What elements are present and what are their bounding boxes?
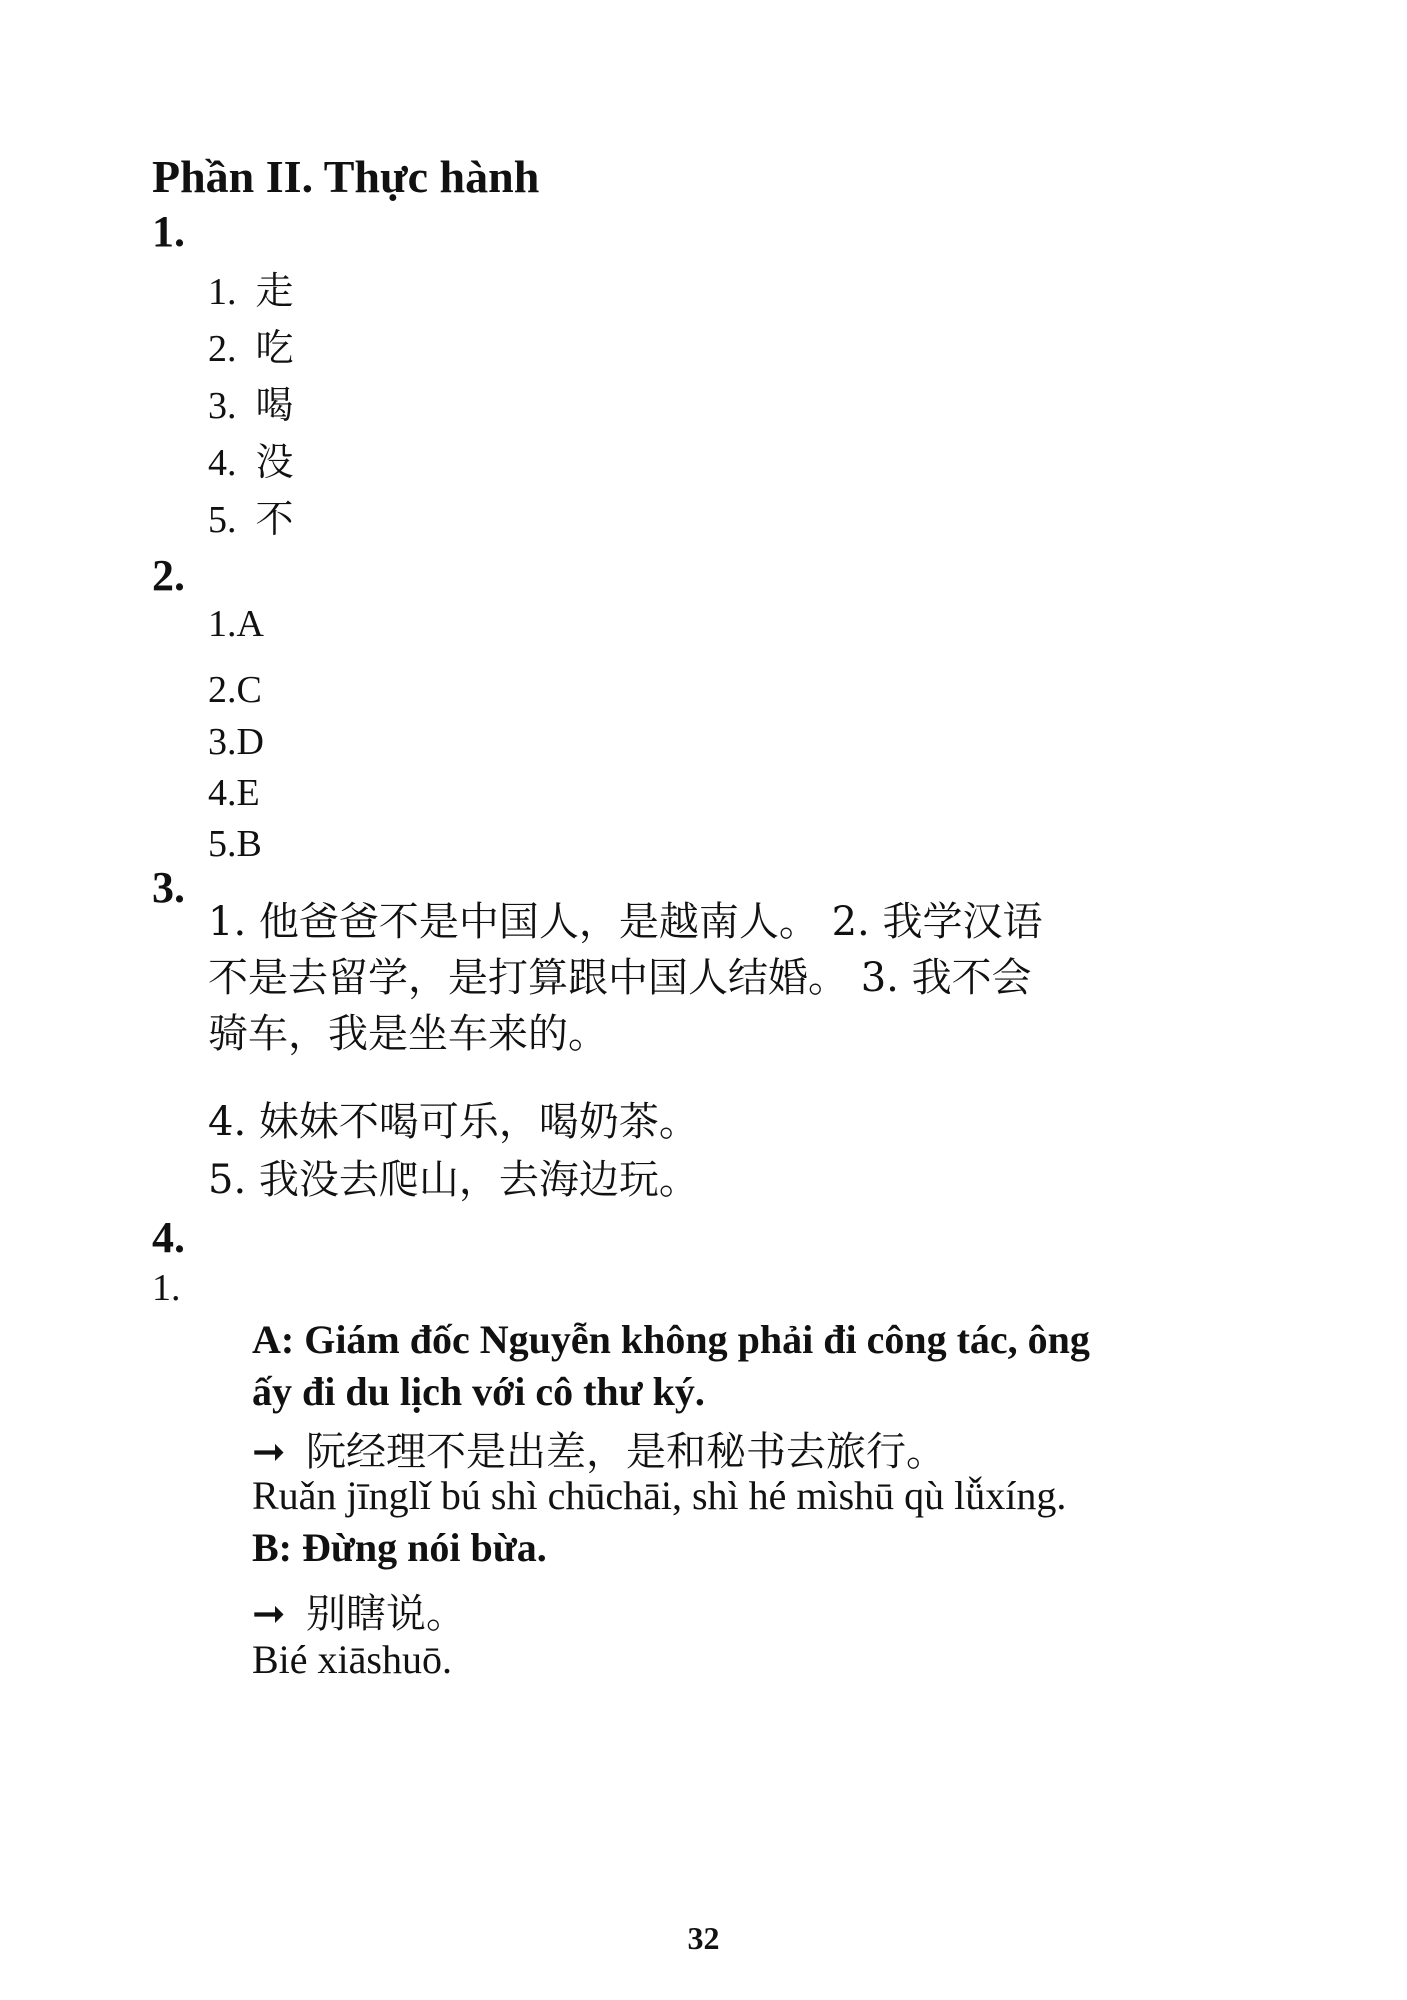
dialogue-a-line: ấy đi du lịch với cô thư ký. xyxy=(252,1369,705,1414)
subsection-number: 1. xyxy=(152,1267,181,1309)
list-item xyxy=(208,260,294,315)
item-text: 没 xyxy=(255,440,294,484)
item-number: 2. xyxy=(208,328,237,370)
sentence-line: 5. 我没去爬山，去海边玩。 xyxy=(208,1157,699,1203)
pinyin-line: Ruǎn jīnglǐ bú shì chūchāi, shì hé mìshū qù lǚxíng. xyxy=(252,1473,1067,1518)
dialogue-a-line: A: Giám đốc Nguyễn không phải đi công tác, ông xyxy=(252,1317,1090,1362)
translation-line xyxy=(252,1420,946,1477)
item-text: 吃 xyxy=(255,326,294,370)
sentence-line: 4. 妹妹不喝可乐，喝奶茶。 xyxy=(208,1099,699,1145)
page-number: 32 xyxy=(687,1920,720,1956)
list-item: 2.C xyxy=(208,669,262,711)
sentence-line: 不是去留学，是打算跟中国人结婚。 3. 我不会 xyxy=(208,955,1032,1001)
page-title: Phần II. Thực hành xyxy=(152,151,540,202)
pinyin-line: Bié xiāshuō. xyxy=(252,1637,452,1682)
arrow-icon: ➞ xyxy=(252,1429,286,1474)
item-number: 3. xyxy=(208,385,237,427)
translation-line xyxy=(252,1582,466,1639)
sentence-line: 骑车，我是坐车来的。 xyxy=(208,1011,608,1057)
chinese-text: 别瞎说。 xyxy=(306,1591,466,1637)
list-item: 1.A xyxy=(208,603,264,645)
item-text: 不 xyxy=(255,497,294,541)
list-item: 3.D xyxy=(208,721,264,763)
section-4-number: 4. xyxy=(152,1213,185,1262)
chinese-text: 阮经理不是出差，是和秘书去旅行。 xyxy=(306,1429,946,1475)
item-text: 走 xyxy=(255,269,294,313)
section-1-number: 1. xyxy=(152,207,185,256)
list-item xyxy=(208,374,294,429)
item-text: 喝 xyxy=(255,383,294,427)
item-number: 4. xyxy=(208,442,237,484)
list-item xyxy=(208,317,294,372)
item-number: 5. xyxy=(208,499,237,541)
list-item: 4.E xyxy=(208,772,260,814)
list-item xyxy=(208,488,294,543)
dialogue-b-line: B: Đừng nói bừa. xyxy=(252,1525,547,1570)
section-2-number: 2. xyxy=(152,551,185,600)
sentence-line: 1. 他爸爸不是中国人，是越南人。 2. 我学汉语 xyxy=(208,899,1043,945)
section-3-number: 3. xyxy=(152,863,185,912)
arrow-icon: ➞ xyxy=(252,1591,286,1636)
item-number: 1. xyxy=(208,271,237,313)
list-item: 5.B xyxy=(208,823,262,865)
list-item xyxy=(208,431,294,486)
